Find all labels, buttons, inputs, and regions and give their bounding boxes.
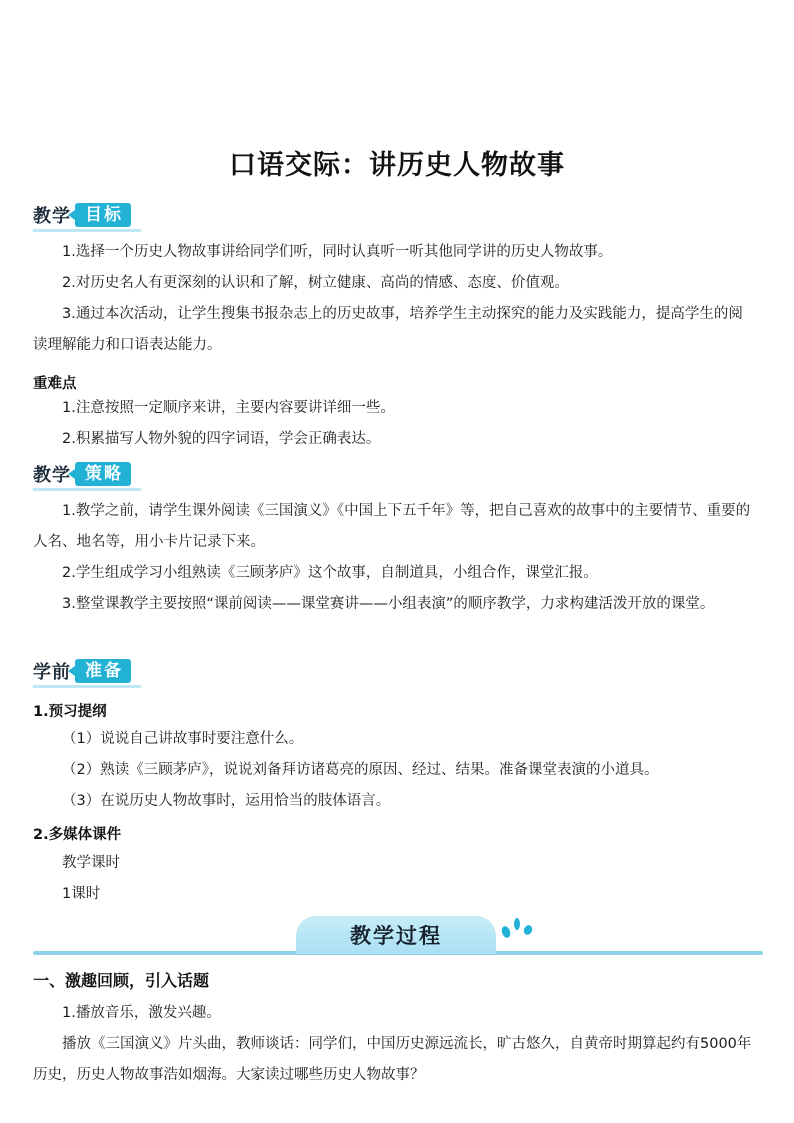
process-paragraph: 播放《三国演义》片头曲，教师谈话：同学们，中国历史源远流长，旷古悠久，自黄帝时期算起约有5000年历史，历史人物故事浩如烟海。大家读过哪些历史人物故事？: [33, 1036, 752, 1083]
hours-value: 1课时: [62, 886, 101, 902]
step-1: 1.播放音乐，激发兴趣。: [62, 1005, 221, 1021]
section-underline: [33, 685, 141, 688]
strategy-item-3: 3.整堂课教学主要按照“课前阅读——课堂赛讲——小组表演”的顺序教学，力求构建活泼开放的课堂。: [62, 596, 715, 612]
key-item-2: 2.积累描写人物外貌的四字词语，学会正确表达。: [62, 431, 381, 447]
goal-item-3: 3.通过本次活动，让学生搜集书报杂志上的历史故事，培养学生主动探究的能力及实践能力，提高学生的阅读理解能力和口语表达能力。: [33, 306, 743, 353]
section-header-dark: 学前: [33, 662, 71, 683]
strategy-item-2: 2.学生组成学习小组熟读《三顾茅庐》这个故事，自制道具，小组合作，课堂汇报。: [62, 565, 598, 581]
section-underline: [33, 229, 141, 232]
goal-item-2: 2.对历史名人有更深刻的认识和了解，树立健康、高尚的情感、态度、价值观。: [62, 275, 569, 291]
prep-heading-1: 1.预习提纲: [33, 704, 107, 720]
section-header-tag: 目标: [75, 203, 131, 227]
section-header-strategy: [33, 459, 131, 489]
prep-item-1: （1）说说自己讲故事时要注意什么。: [62, 731, 304, 747]
section-1-heading: 一、激趣回顾，引入话题: [33, 971, 210, 990]
prep-item-2: （2）熟读《三顾茅庐》，说说刘备拜访诸葛亮的原因、经过、结果。准备课堂表演的小道具。: [62, 762, 659, 778]
section-header-prep: [33, 656, 131, 686]
section-underline: [33, 488, 141, 491]
page-title: 口语交际：讲历史人物故事: [229, 150, 565, 181]
splash-decoration-icon: [498, 910, 538, 940]
key-item-1: 1.注意按照一定顺序来讲，主要内容要讲详细一些。: [62, 400, 395, 416]
strategy-item-1: 1.教学之前，请学生课外阅读《三国演义》《中国上下五千年》等，把自己喜欢的故事中的主要情节、重要的人名、地名等，用小卡片记录下来。: [33, 503, 751, 550]
prep-heading-2: 2.多媒体课件: [33, 827, 122, 843]
prep-item-3: （3）在说历史人物故事时，运用恰当的肢体语言。: [62, 793, 391, 809]
section-header-tag: 准备: [75, 659, 131, 683]
hours-label: 教学课时: [62, 855, 120, 871]
banner-title: 教学过程: [296, 916, 496, 954]
key-heading: 重难点: [33, 376, 77, 392]
section-header-dark: 教学: [33, 465, 71, 486]
section-header-dark: 教学: [33, 206, 71, 227]
section-header-tag: 策略: [75, 462, 131, 486]
section-header-goals: [33, 200, 131, 230]
process-banner: [33, 910, 763, 960]
goal-item-1: 1.选择一个历史人物故事讲给同学们听，同时认真听一听其他同学讲的历史人物故事。: [62, 244, 613, 260]
